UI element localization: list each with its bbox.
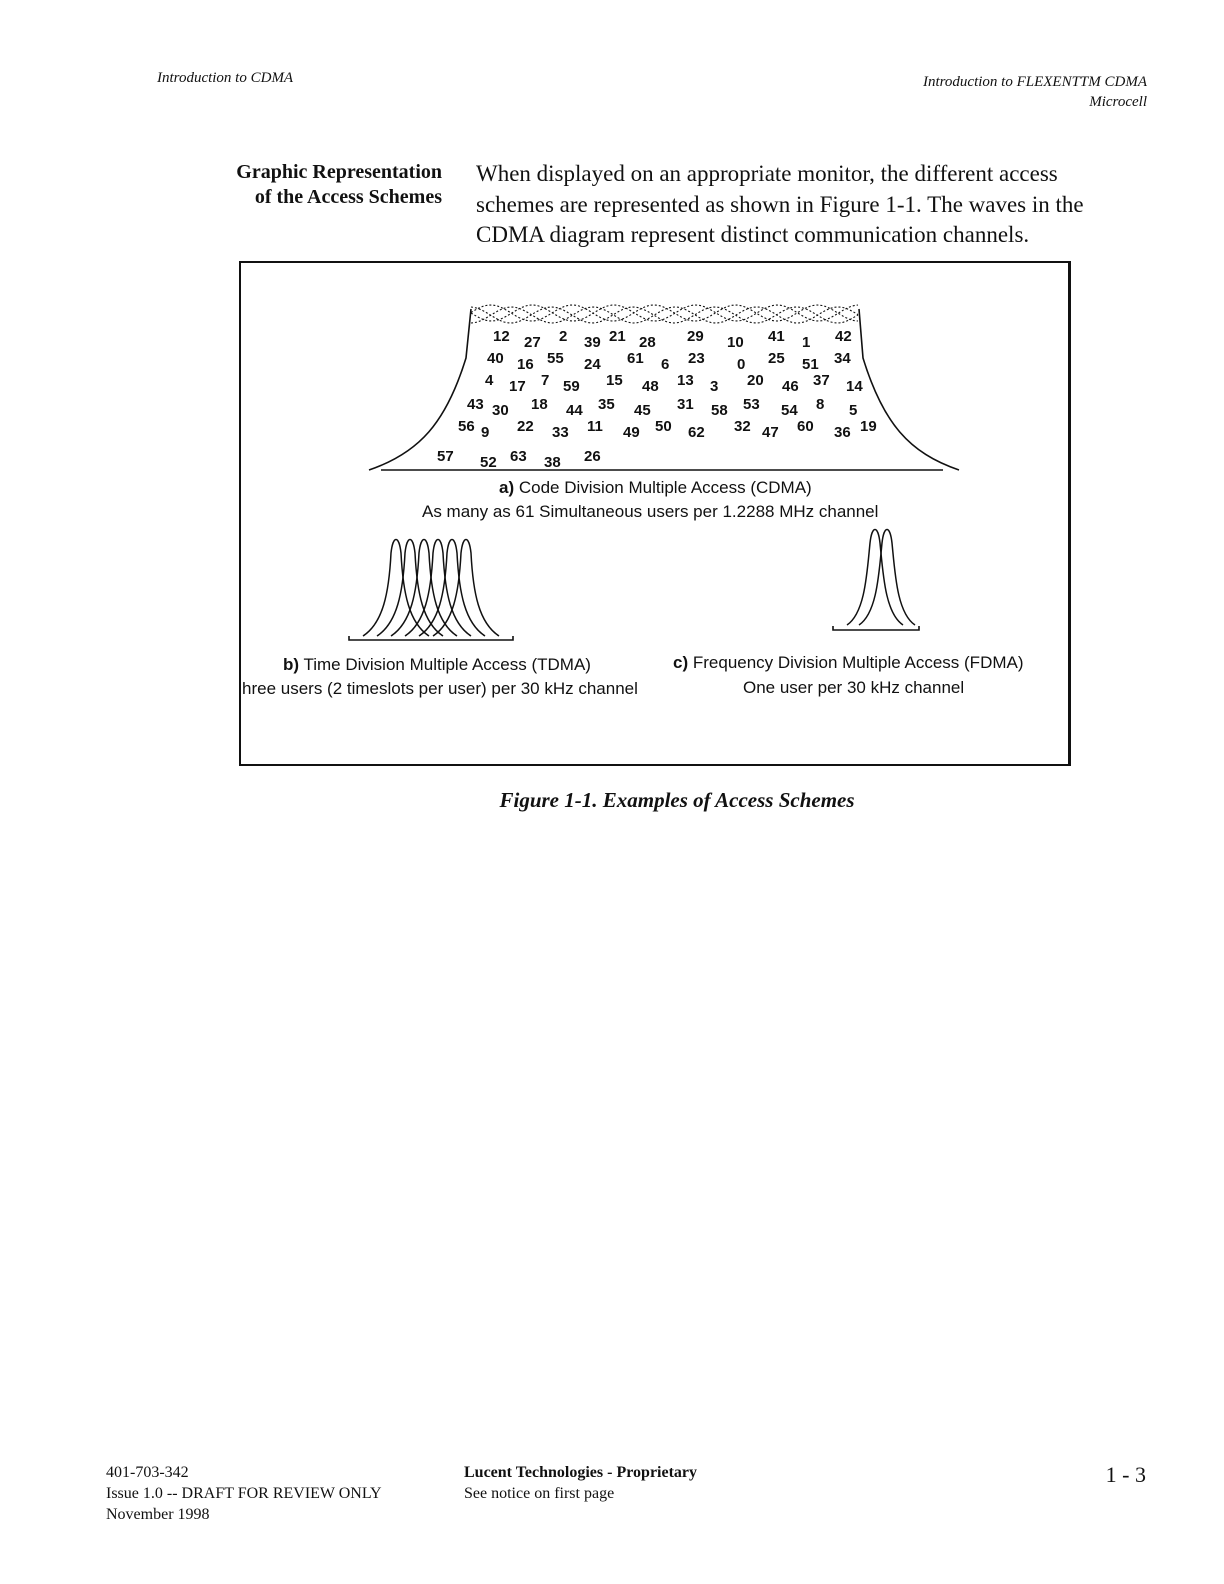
cdma-user-number: 50	[655, 418, 672, 435]
cdma-user-number: 59	[563, 378, 580, 395]
cdma-user-number: 53	[743, 396, 760, 413]
cdma-user-number: 40	[487, 350, 504, 367]
cdma-caption-title: Code Division Multiple Access (CDMA)	[518, 478, 812, 497]
cdma-user-number: 29	[687, 328, 704, 345]
cdma-user-number: 4	[485, 372, 494, 389]
cdma-user-number: 35	[598, 396, 615, 413]
cdma-user-number: 49	[623, 424, 640, 441]
cdma-user-number: 43	[467, 396, 484, 413]
fdma-channel-curves	[847, 530, 915, 626]
section-heading	[190, 160, 442, 210]
fdma-caption-letter: c)	[673, 653, 689, 672]
cdma-user-number: 25	[768, 350, 785, 367]
cdma-user-number: 7	[541, 372, 550, 389]
cdma-user-number: 54	[781, 402, 798, 419]
cdma-user-number: 20	[747, 372, 764, 389]
cdma-wave-2	[471, 307, 858, 323]
cdma-user-number: 41	[768, 328, 785, 345]
running-header-right-line1: Introduction to FLEXENTTM CDMA	[922, 74, 1147, 90]
cdma-user-number: 44	[566, 402, 583, 419]
figure-caption: Figure 1-1. Examples of Access Schemes	[499, 788, 855, 812]
cdma-user-number: 56	[458, 418, 475, 435]
cdma-user-number: 23	[688, 350, 705, 367]
cdma-user-number: 5	[849, 402, 858, 419]
cdma-user-number: 36	[834, 424, 851, 441]
running-header-left: Introduction to CDMA	[157, 70, 294, 86]
footer-issue: Issue 1.0 -- DRAFT FOR REVIEW ONLY	[106, 1485, 382, 1502]
tdma-caption-line2: hree users (2 timeslots per user) per 30 kHz channel	[242, 679, 638, 698]
cdma-user-number: 58	[711, 402, 728, 419]
cdma-user-number: 11	[587, 418, 603, 435]
cdma-user-number: 17	[509, 378, 526, 395]
cdma-caption-line1	[499, 477, 812, 499]
cdma-user-number: 31	[677, 396, 694, 413]
fdma-baseline	[833, 626, 919, 630]
cdma-user-number: 63	[510, 448, 527, 465]
cdma-user-number: 48	[642, 378, 659, 395]
section-body: When displayed on an appropriate monitor, the different access schemes are represented as shown in Figure 1-1. The waves in the CDMA diagram represent distinct communication channels.	[476, 161, 1084, 247]
cdma-user-number: 42	[835, 328, 852, 345]
cdma-user-number: 45	[634, 402, 651, 419]
cdma-user-number: 57	[437, 448, 454, 465]
cdma-user-number: 37	[813, 372, 830, 389]
cdma-user-number: 32	[734, 418, 751, 435]
cdma-user-number: 2	[559, 328, 568, 345]
cdma-user-number: 60	[797, 418, 814, 435]
cdma-user-number: 10	[727, 334, 744, 351]
cdma-user-number: 0	[737, 356, 746, 373]
cdma-user-number: 1	[802, 334, 811, 351]
cdma-user-number: 18	[531, 396, 548, 413]
tdma-caption-title: Time Division Multiple Access (TDMA)	[303, 655, 591, 674]
footer-date: November 1998	[106, 1506, 210, 1523]
cdma-user-number: 62	[688, 424, 705, 441]
cdma-user-number: 3	[710, 378, 719, 395]
fdma-caption-title: Frequency Division Multiple Access (FDMA)	[692, 653, 1024, 672]
cdma-user-number: 30	[492, 402, 509, 419]
cdma-user-number: 14	[846, 378, 863, 395]
cdma-user-number: 52	[480, 454, 497, 471]
cdma-user-number: 19	[860, 418, 877, 435]
cdma-wave-pattern	[471, 305, 858, 323]
cdma-user-number: 46	[782, 378, 799, 395]
fdma-channel-curve	[847, 530, 903, 626]
cdma-caption-line2: As many as 61 Simultaneous users per 1.2288 MHz channel	[422, 502, 879, 521]
cdma-user-number: 6	[661, 356, 670, 373]
cdma-user-number: 47	[762, 424, 779, 441]
cdma-caption-letter: a)	[499, 478, 515, 497]
cdma-user-numbers	[437, 328, 877, 471]
footer-company: Lucent Technologies - Proprietary	[464, 1464, 698, 1481]
cdma-user-number: 13	[677, 372, 694, 389]
cdma-user-number: 12	[493, 328, 510, 345]
fdma-channel-curve	[859, 530, 915, 626]
footer-document-info	[106, 1462, 382, 1525]
footer-notice: See notice on first page	[464, 1485, 615, 1502]
cdma-user-number: 33	[552, 424, 569, 441]
section-heading-line2: of the Access Schemes	[254, 186, 442, 208]
cdma-user-number: 28	[639, 334, 656, 351]
running-header-right-line2: Microcell	[1089, 94, 1147, 110]
tdma-caption-line1	[283, 654, 591, 676]
cdma-user-number: 8	[816, 396, 825, 413]
tdma-baseline	[349, 636, 513, 640]
footer-doc-number: 401-703-342	[106, 1464, 189, 1481]
cdma-user-number: 16	[517, 356, 534, 373]
cdma-user-number: 22	[517, 418, 534, 435]
cdma-user-number: 24	[584, 356, 601, 373]
section-heading-line1: Graphic Representation	[236, 161, 442, 183]
cdma-user-number: 61	[627, 350, 644, 367]
fdma-caption-line1	[673, 652, 1024, 674]
cdma-wave-4	[471, 307, 858, 323]
cdma-envelope-outline	[369, 309, 959, 470]
page-number: 1 - 3	[1105, 1462, 1146, 1487]
cdma-user-number: 55	[547, 350, 564, 367]
cdma-user-number: 34	[834, 350, 851, 367]
tdma-caption-letter: b)	[283, 655, 300, 674]
cdma-user-number: 51	[802, 356, 819, 373]
fdma-caption-line2: One user per 30 kHz channel	[743, 678, 965, 697]
cdma-user-number: 39	[584, 334, 601, 351]
running-header-right	[923, 72, 1147, 112]
cdma-user-number: 27	[524, 334, 541, 351]
cdma-user-number: 9	[481, 424, 490, 441]
tdma-timeslot-curves	[363, 540, 499, 637]
cdma-user-number: 21	[609, 328, 626, 345]
footer-proprietary	[464, 1462, 697, 1504]
cdma-user-number: 38	[544, 454, 561, 471]
cdma-user-number: 26	[584, 448, 601, 465]
cdma-user-number: 15	[606, 372, 623, 389]
figure-frame	[239, 261, 1071, 766]
